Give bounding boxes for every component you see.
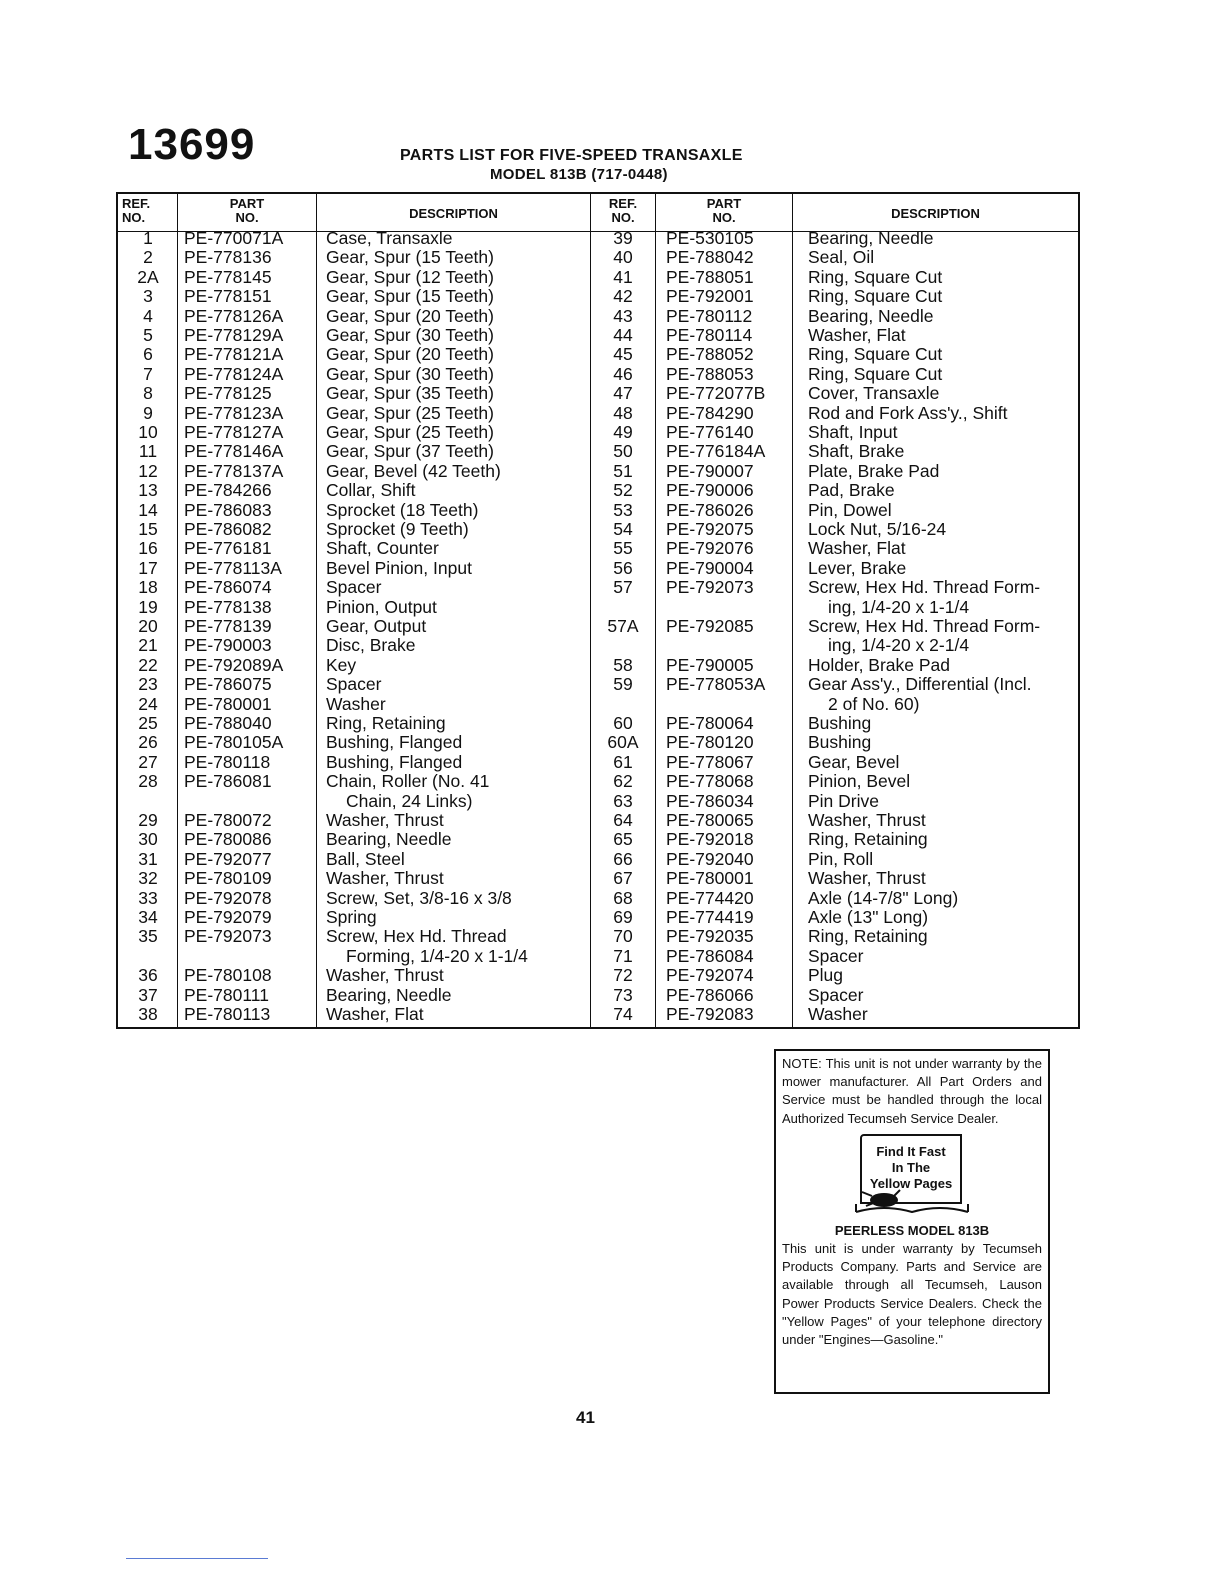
table-row (118, 927, 1078, 946)
ref-no: 38 (138, 1004, 158, 1024)
table-row (118, 908, 1078, 927)
description: Bearing, Needle (808, 228, 934, 248)
ref-no: 20 (138, 616, 158, 636)
part-no: PE-792085 (666, 616, 754, 636)
description: Ring, Square Cut (808, 286, 943, 307)
part-no: PE-786066 (666, 984, 754, 1005)
ref-no: 51 (613, 460, 633, 481)
description: Spacer (808, 984, 864, 1005)
ref-no: 23 (138, 674, 158, 695)
ref-no: 46 (613, 363, 633, 384)
description: Case, Transaxle (326, 228, 453, 248)
description: Bevel Pinion, Input (326, 557, 472, 578)
description: Washer, Thrust (808, 868, 926, 889)
part-no: PE-778053A (666, 674, 766, 695)
header-description: DESCRIPTION (891, 206, 980, 221)
part-no: PE-786034 (666, 790, 754, 811)
description: Ring, Square Cut (808, 266, 943, 287)
part-no: PE-792073 (666, 577, 754, 598)
description: Plug (808, 965, 844, 986)
description: Forming, 1/4-20 x 1-1/4 (346, 945, 528, 966)
table-row (118, 714, 1078, 733)
part-no: PE-778123A (184, 402, 284, 423)
description: Gear, Spur (25 Teeth) (326, 422, 494, 442)
description: Key (326, 654, 357, 675)
part-no: PE-778067 (666, 751, 754, 772)
part-no: PE-780105A (184, 732, 284, 753)
description: Seal, Oil (808, 247, 875, 268)
part-no: PE-786026 (666, 499, 754, 520)
ref-no: 21 (138, 635, 158, 656)
ref-no: 33 (138, 887, 158, 908)
description: Axle (13" Long) (808, 907, 929, 927)
ref-no: 14 (138, 499, 158, 520)
description: Lever, Brake (808, 557, 907, 578)
part-no: PE-780108 (184, 965, 272, 986)
description: Screw, Hex Hd. Thread Form- (808, 616, 1041, 636)
description: Washer, Thrust (808, 810, 926, 830)
ref-no: 5 (143, 325, 153, 345)
ref-no: 2 (143, 247, 153, 268)
part-no: PE-786075 (184, 674, 272, 695)
part-no: PE-790003 (184, 635, 272, 656)
description: Shaft, Brake (808, 441, 905, 462)
ref-no: 47 (613, 383, 633, 404)
table-row (118, 811, 1078, 830)
ref-no: 70 (613, 926, 633, 947)
table-row (118, 792, 1078, 811)
part-no: PE-780109 (184, 868, 272, 889)
part-no: PE-786082 (184, 519, 272, 539)
parts-table (116, 192, 1080, 1029)
table-row (118, 889, 1078, 908)
part-no: PE-788042 (666, 247, 754, 268)
table-row (118, 733, 1078, 752)
table-row (118, 345, 1078, 364)
part-no: PE-776184A (666, 441, 766, 462)
part-no: PE-788051 (666, 266, 754, 287)
ref-no: 13 (138, 480, 158, 501)
table-row (118, 772, 1078, 791)
ref-no: 71 (613, 945, 633, 966)
ref-no: 57A (607, 616, 639, 636)
description: Screw, Hex Hd. Thread (326, 926, 507, 947)
page-title: PARTS LIST FOR FIVE-SPEED TRANSAXLE (400, 147, 743, 164)
part-no: PE-792001 (666, 286, 754, 307)
ref-no: 26 (138, 732, 158, 753)
part-no: PE-790004 (666, 557, 754, 578)
table-row (118, 850, 1078, 869)
ref-no: 25 (138, 713, 158, 733)
yellow-pages-book-icon (854, 1134, 970, 1218)
description: Sprocket (9 Teeth) (326, 519, 469, 539)
table-row (118, 287, 1078, 306)
ref-no: 64 (613, 810, 633, 830)
description: Washer, Thrust (326, 965, 444, 986)
part-no: PE-786084 (666, 945, 754, 966)
description: Ring, Square Cut (808, 363, 943, 384)
ref-no: 45 (613, 344, 633, 365)
table-row (118, 539, 1078, 558)
part-no: PE-792075 (666, 519, 754, 539)
table-row (118, 442, 1078, 461)
description: Holder, Brake Pad (808, 654, 951, 675)
ref-no: 3 (143, 286, 153, 307)
table-row (118, 1005, 1078, 1024)
ref-no: 17 (138, 557, 158, 578)
description: Washer, Flat (326, 1004, 424, 1024)
description: Gear, Spur (30 Teeth) (326, 325, 494, 345)
warranty-note: NOTE: This unit is not under warranty by the mower manufacturer. All Part Orders and Service must be handled through the local Authorized Tecumseh Service Dealer. (782, 1056, 1042, 1126)
ref-no: 32 (138, 868, 158, 889)
ref-no: 4 (143, 305, 153, 326)
description: Plate, Brake Pad (808, 460, 940, 481)
part-no: PE-770071A (184, 228, 284, 248)
ref-no: 44 (613, 325, 633, 345)
description: Gear, Spur (20 Teeth) (326, 344, 494, 365)
description: Shaft, Input (808, 422, 898, 442)
table-row (118, 617, 1078, 636)
warranty-note-box (774, 1049, 1050, 1394)
peerless-warranty-text: This unit is under warranty by Tecumseh Products Company. Parts and Service are available through all Tecumseh, Lauson Power Products Service Dealers. Check the "Yellow Pages" of your telephone directory under "Engines—Gasoline." (782, 1241, 1042, 1348)
description: Ring, Retaining (808, 926, 928, 947)
ref-no: 56 (613, 557, 633, 578)
table-row (118, 695, 1078, 714)
ref-no: 60 (613, 713, 633, 733)
description: Cover, Transaxle (808, 383, 940, 404)
catalog-number: 13699 (128, 120, 256, 169)
ref-no: 2A (137, 266, 159, 287)
description: ing, 1/4-20 x 2-1/4 (828, 635, 970, 656)
table-row (118, 462, 1078, 481)
description: Pad, Brake (808, 480, 895, 501)
part-no: PE-792077 (184, 848, 272, 869)
part-no: PE-780086 (184, 829, 272, 850)
description: Washer, Flat (808, 538, 906, 559)
ref-no: 63 (613, 790, 633, 811)
table-row (118, 947, 1078, 966)
part-no: PE-784266 (184, 480, 272, 501)
header-description: DESCRIPTION (409, 206, 498, 221)
part-no: PE-778129A (184, 325, 284, 345)
description: Gear, Spur (12 Teeth) (326, 266, 494, 287)
table-row (118, 598, 1078, 617)
part-no: PE-778068 (666, 771, 754, 792)
part-no: PE-772077B (666, 383, 766, 404)
description: Washer (326, 693, 386, 714)
table-row (118, 307, 1078, 326)
part-no: PE-780065 (666, 810, 754, 830)
part-no: PE-778126A (184, 305, 284, 326)
ref-no: 55 (613, 538, 633, 559)
ref-no: 68 (613, 887, 633, 908)
table-row (118, 481, 1078, 500)
ref-no: 53 (613, 499, 633, 520)
book-line: Yellow Pages (869, 1175, 953, 1191)
part-no: PE-786083 (184, 499, 272, 520)
ref-no: 60A (607, 732, 639, 753)
table-row (118, 326, 1078, 345)
part-no: PE-780111 (184, 984, 269, 1005)
walking-fingers-icon (854, 1182, 970, 1218)
description: Ball, Steel (326, 848, 405, 869)
description: 2 of No. 60) (828, 693, 920, 714)
description: Ring, Retaining (808, 829, 928, 850)
description: Washer, Thrust (326, 810, 444, 830)
table-row (118, 229, 1078, 248)
part-no: PE-778125 (184, 383, 272, 404)
description: ing, 1/4-20 x 1-1/4 (828, 596, 970, 617)
ref-no: 65 (613, 829, 633, 850)
description: Washer, Thrust (326, 868, 444, 889)
ref-no: 57 (613, 577, 633, 598)
description: Chain, Roller (No. 41 (326, 771, 490, 792)
description: Bushing (808, 732, 872, 753)
book-line: Find It Fast (876, 1143, 946, 1159)
part-no: PE-778151 (184, 286, 272, 307)
description: Spring (326, 907, 377, 927)
ref-no: 18 (138, 577, 158, 598)
table-row (118, 365, 1078, 384)
table-row (118, 986, 1078, 1005)
part-no: PE-778146A (184, 441, 284, 462)
model-subtitle: MODEL 813B (717-0448) (490, 166, 668, 183)
table-row (118, 501, 1078, 520)
description: Gear, Spur (25 Teeth) (326, 402, 494, 423)
table-row (118, 830, 1078, 849)
part-no: PE-776181 (184, 538, 272, 559)
ref-no: 24 (138, 693, 158, 714)
ref-no: 19 (138, 596, 158, 617)
description: Gear, Spur (15 Teeth) (326, 247, 494, 268)
part-no: PE-778137A (184, 460, 284, 481)
table-row (118, 404, 1078, 423)
description: Shaft, Counter (326, 538, 439, 559)
part-no: PE-780001 (666, 868, 754, 889)
description: Pinion, Bevel (808, 771, 911, 792)
ref-no: 72 (613, 965, 633, 986)
ref-no: 42 (613, 286, 633, 307)
header-part-no: PART NO. (229, 196, 265, 225)
part-no: PE-778113A (184, 557, 282, 578)
ref-no: 74 (613, 1004, 633, 1024)
ref-no: 54 (613, 519, 633, 539)
part-no: PE-792018 (666, 829, 754, 850)
table-row (118, 869, 1078, 888)
part-no: PE-792076 (666, 538, 754, 559)
ref-no: 11 (138, 441, 158, 462)
part-no: PE-792078 (184, 887, 272, 908)
part-no: PE-792083 (666, 1004, 754, 1024)
ref-no: 9 (143, 402, 153, 423)
footer-line (126, 1558, 268, 1559)
part-no: PE-788052 (666, 344, 754, 365)
table-row (118, 384, 1078, 403)
ref-no: 29 (138, 810, 158, 830)
header-ref-no: REF. NO. (608, 196, 638, 225)
description: Gear Ass'y., Differential (Incl. (808, 674, 1032, 695)
ref-no: 15 (138, 519, 158, 539)
description: Gear, Output (326, 616, 427, 636)
description: Spacer (326, 674, 382, 695)
description: Screw, Hex Hd. Thread Form- (808, 577, 1041, 598)
table-row (118, 423, 1078, 442)
description: Gear, Bevel (42 Teeth) (326, 460, 501, 481)
part-no: PE-786074 (184, 577, 272, 598)
description: Chain, 24 Links) (346, 790, 473, 811)
description: Bearing, Needle (326, 829, 452, 850)
description: Sprocket (18 Teeth) (326, 499, 479, 520)
ref-no: 49 (613, 422, 633, 442)
ref-no: 40 (613, 247, 633, 268)
ref-no: 48 (613, 402, 633, 423)
part-no: PE-792040 (666, 848, 754, 869)
table-row (118, 268, 1078, 287)
ref-no: 22 (138, 654, 158, 675)
part-no: PE-778139 (184, 616, 272, 636)
part-no: PE-780072 (184, 810, 272, 830)
description: Screw, Set, 3/8-16 x 3/8 (326, 887, 512, 908)
ref-no: 30 (138, 829, 158, 850)
part-no: PE-792074 (666, 965, 754, 986)
ref-no: 6 (143, 344, 153, 365)
description: Bushing (808, 713, 872, 733)
ref-no: 50 (613, 441, 633, 462)
table-row (118, 966, 1078, 985)
description: Pin, Dowel (808, 499, 892, 520)
description: Rod and Fork Ass'y., Shift (808, 402, 1008, 423)
ref-no: 58 (613, 654, 633, 675)
ref-no: 43 (613, 305, 633, 326)
description: Washer, Flat (808, 325, 906, 345)
ref-no: 73 (613, 984, 633, 1005)
ref-no: 10 (138, 422, 158, 442)
part-no: PE-786081 (184, 771, 272, 792)
ref-no: 62 (613, 771, 633, 792)
part-no: PE-790006 (666, 480, 754, 501)
ref-no: 27 (138, 751, 158, 772)
part-no: PE-784290 (666, 402, 754, 423)
table-row (118, 675, 1078, 694)
description: Bearing, Needle (808, 305, 934, 326)
description: Disc, Brake (326, 635, 416, 656)
description: Gear, Spur (15 Teeth) (326, 286, 494, 307)
ref-no: 41 (613, 266, 633, 287)
ref-no: 39 (613, 228, 633, 248)
ref-no: 59 (613, 674, 633, 695)
part-no: PE-780113 (184, 1004, 271, 1024)
part-no: PE-788053 (666, 363, 754, 384)
ref-no: 1 (143, 228, 153, 248)
part-no: PE-774419 (666, 907, 754, 927)
peerless-title: PEERLESS MODEL 813B (834, 1222, 990, 1238)
part-no: PE-780064 (666, 713, 754, 733)
description: Pin, Roll (808, 848, 874, 869)
part-no: PE-792035 (666, 926, 754, 947)
header-ref-no: REF. NO. (122, 196, 151, 225)
table-row (118, 753, 1078, 772)
ref-no: 16 (138, 538, 158, 559)
ref-no: 36 (138, 965, 158, 986)
part-no: PE-778121A (184, 344, 284, 365)
description: Pinion, Output (326, 596, 437, 617)
description: Spacer (808, 945, 864, 966)
part-no: PE-788040 (184, 713, 272, 733)
ref-no: 67 (613, 868, 633, 889)
ref-no: 8 (143, 383, 153, 404)
ref-no: 34 (138, 907, 158, 927)
description: Gear, Spur (35 Teeth) (326, 383, 494, 404)
table-row (118, 559, 1078, 578)
part-no: PE-778138 (184, 596, 272, 617)
part-no: PE-792089A (184, 654, 284, 675)
part-no: PE-776140 (666, 422, 754, 442)
part-no: PE-778124A (184, 363, 284, 384)
ref-no: 7 (143, 363, 153, 384)
table-row (118, 578, 1078, 597)
description: Ring, Square Cut (808, 344, 943, 365)
ref-no: 69 (613, 907, 633, 927)
book-line: In The (891, 1159, 931, 1175)
ref-no: 61 (613, 751, 633, 772)
page-number: 41 (576, 1408, 595, 1427)
ref-no: 28 (138, 771, 158, 792)
part-no: PE-780114 (666, 325, 753, 345)
description: Gear, Spur (37 Teeth) (326, 441, 494, 462)
description: Collar, Shift (326, 480, 416, 501)
description: Bearing, Needle (326, 984, 452, 1005)
header-part-no: PART NO. (706, 196, 742, 225)
part-no: PE-780112 (666, 305, 753, 326)
part-no: PE-778145 (184, 266, 272, 287)
part-no: PE-792079 (184, 907, 272, 927)
part-no: PE-778136 (184, 247, 272, 268)
part-no: PE-790007 (666, 460, 754, 481)
part-no: PE-792073 (184, 926, 272, 947)
part-no: PE-780118 (184, 751, 271, 772)
table-row (118, 520, 1078, 539)
part-no: PE-774420 (666, 887, 754, 908)
description: Spacer (326, 577, 382, 598)
ref-no: 35 (138, 926, 158, 947)
description: Ring, Retaining (326, 713, 446, 733)
ref-no: 66 (613, 848, 633, 869)
part-no: PE-778127A (184, 422, 284, 442)
ref-no: 52 (613, 480, 633, 501)
table-row (118, 248, 1078, 267)
part-no: PE-530105 (666, 228, 754, 248)
description: Bushing, Flanged (326, 751, 463, 772)
description: Washer (808, 1004, 868, 1024)
ref-no: 37 (138, 984, 158, 1005)
description: Gear, Spur (20 Teeth) (326, 305, 494, 326)
description: Lock Nut, 5/16-24 (808, 519, 947, 539)
description: Pin Drive (808, 790, 879, 811)
part-no: PE-780120 (666, 732, 754, 753)
description: Axle (14-7/8" Long) (808, 887, 959, 908)
description: Gear, Bevel (808, 751, 900, 772)
description: Gear, Spur (30 Teeth) (326, 363, 494, 384)
ref-no: 12 (138, 460, 158, 481)
description: Bushing, Flanged (326, 732, 463, 753)
part-no: PE-790005 (666, 654, 754, 675)
part-no: PE-780001 (184, 693, 272, 714)
table-row (118, 636, 1078, 655)
table-row (118, 656, 1078, 675)
ref-no: 31 (138, 848, 158, 869)
